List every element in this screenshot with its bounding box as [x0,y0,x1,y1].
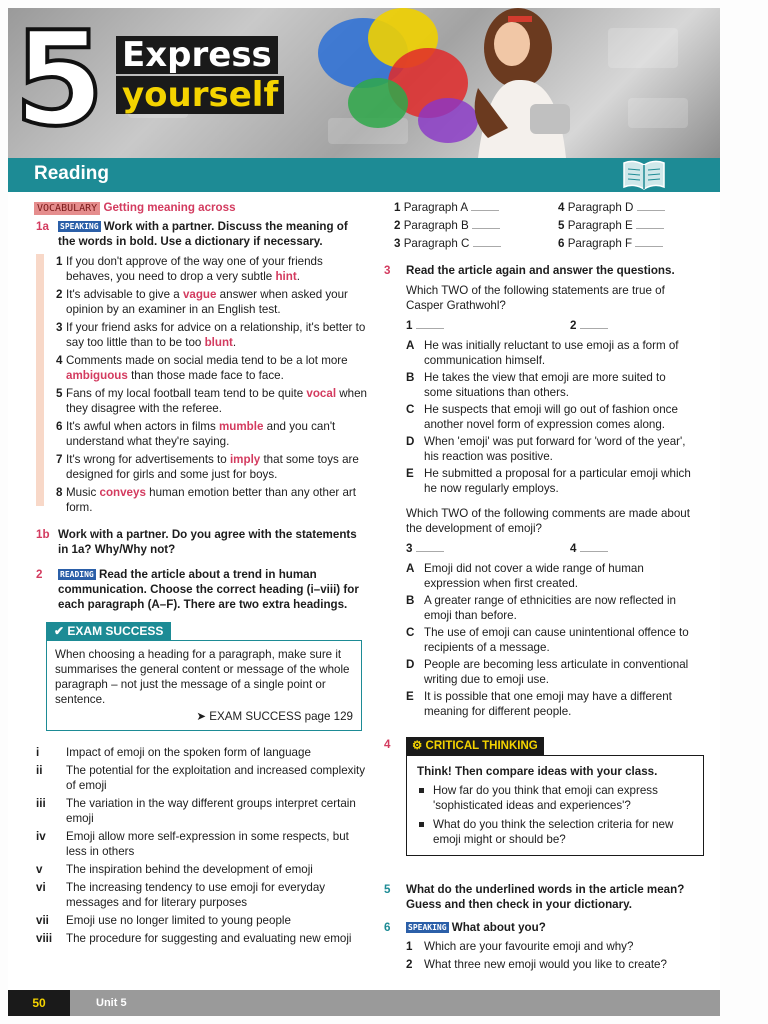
sentence-text: Comments made on social media tend to be a lot more [66,354,348,367]
critical-thinking-label: ⚙ CRITICAL THINKING [406,737,544,756]
answer-blank[interactable] [580,328,608,329]
section-bar [8,158,720,192]
paragraph-label: Paragraph C [403,237,470,250]
option-text: He was initially reluctant to use emoji as a form of communication himself. [424,339,679,367]
option-letter: B [406,371,415,384]
item-number: 1 [56,255,63,268]
sentence-text: Music [66,486,100,499]
sentence-text: If you don't approve of the way one of your friends behaves, you need to drop a very subtle [66,255,323,283]
bold-word: imply [229,453,261,466]
roman-numeral: i [36,746,40,759]
paragraph-answer [558,200,698,215]
q3-intro-2: Which TWO of the following comments are made about the development of emoji? [406,507,690,535]
answer-option [406,370,694,400]
sentence-text: that some toys are designed for girls and some just for boys. [66,453,359,481]
answer-blank[interactable] [580,551,608,552]
speaking-question [406,939,694,954]
sentence-text: than those made face to face. [127,369,284,382]
sentence-text: answer when asked your opinion by an examiner in an English test. [66,288,348,316]
answer-blank[interactable] [473,246,501,247]
answer-option [406,402,694,432]
vocab-sentence [36,452,368,482]
roman-numeral: viii [36,932,53,945]
option-text: He suspects that emoji will go out of fashion once another novel form of expression comes along. [424,403,678,431]
paragraph-answer [558,236,698,251]
unit-title-line2: yourself [116,76,284,114]
answer-blank[interactable] [636,228,664,229]
exam-success-label: ✔ EXAM SUCCESS [46,622,171,641]
item-number: 7 [56,453,63,466]
option-letter: E [406,467,414,480]
speaking-tag: SPEAKING [60,222,99,231]
reading-tag: READING [60,570,94,579]
roman-numeral: iv [36,830,46,843]
sentence-text: . [232,336,237,349]
sentence-text: It's wrong for advertisements to [66,453,230,466]
answer-option [406,466,694,496]
question-1b: 1b Work with a partner. Do you agree with the statements in 1a? Why/Why not? [36,528,357,556]
paragraph-label: Paragraph A [403,201,468,214]
paragraph-answer [558,218,698,233]
option-letter: A [406,339,415,352]
item-number: 5 [56,387,63,400]
option-text: People are becoming less articulate in conventional writing due to emoji use. [424,658,689,686]
unit-title-line1: Express [116,36,278,74]
roman-numeral: v [36,863,43,876]
bold-word: ambiguous [66,369,128,382]
option-letter: D [406,435,415,448]
sentence-text: It's awful when actors in films [66,420,219,433]
girl-photo [448,8,598,158]
bold-word: vague [182,288,217,301]
page-number: 50 [8,990,70,1016]
heading-text: The variation in the way different groups interpret certain emoji [66,797,356,825]
book-icon [620,159,668,191]
critical-thinking-bullet [417,817,693,847]
paragraph-number: 2 [394,219,401,232]
paragraph-answers [394,200,694,251]
exam-success-text: When choosing a heading for a paragraph, make sure it summarises the general content or message of the whole paragraph – not just the message of a single point or sentence. [55,648,350,706]
bold-word: mumble [218,420,264,433]
speaking-question [406,957,694,972]
roman-numeral: iii [36,797,46,810]
answer-option [406,561,694,591]
item-number: 3 [56,321,63,334]
q3-options-1 [406,338,694,496]
heading-option [36,931,368,946]
answer-blank[interactable] [635,246,663,247]
headings-list [36,745,368,946]
heading-text: The potential for the exploitation and increased complexity of emoji [66,764,366,792]
paragraph-label: Paragraph D [567,201,634,214]
bullet-text: How far do you think that emoji can express 'sophisticated ideas and experiences'? [433,784,658,812]
answer-option [406,689,694,719]
answer-blank[interactable] [472,228,500,229]
option-letter: E [406,690,414,703]
option-text: It is possible that one emoji may have a different meaning for different people. [424,690,672,718]
heading-text: Emoji use no longer limited to young people [66,914,291,927]
paragraph-number: 5 [558,219,565,232]
paragraph-label: Paragraph F [567,237,633,250]
paragraph-label: Paragraph E [567,219,633,232]
answer-option [406,625,694,655]
heading-option [36,829,368,859]
option-letter: C [406,626,415,639]
roman-numeral: vii [36,914,49,927]
option-text: Emoji did not cover a wide range of human expression when first created. [424,562,644,590]
textbook-page [8,8,720,1016]
option-letter: D [406,658,415,671]
bold-word: blunt [204,336,233,349]
heading-text: The inspiration behind the development of emoji [66,863,313,876]
answer-blank[interactable] [471,210,499,211]
paragraph-answer [394,218,558,233]
exam-success-box [46,622,362,731]
vocab-sentence [36,386,368,416]
sentence-text: If your friend asks for advice on a relationship, it's better to say too little than to be too [66,321,366,349]
vocab-sentences [36,254,368,515]
bold-word: conveys [99,486,146,499]
roman-numeral: vi [36,881,46,894]
critical-thinking-bullet [417,783,693,813]
question-1a: 1a SPEAKING Work with a partner. Discuss the meaning of the words in bold. Use a dictionary if necessary. [36,220,348,248]
page-footer [8,990,720,1016]
exam-success-link[interactable]: ➤ EXAM SUCCESS page 129 [196,710,353,723]
question-5: 5 What do the underlined words in the article mean? Guess and then check in your dictionary. [384,883,685,911]
option-text: A greater range of ethnicities are now reflected in emoji than before. [424,594,676,622]
paragraph-label: Paragraph B [403,219,469,232]
answer-blank[interactable] [416,551,444,552]
bold-word: vocal [306,387,337,400]
vocab-sentence [36,485,368,515]
answer-option [406,657,694,687]
question-text: What three new emoji would you like to create? [424,958,667,971]
answer-option [406,434,694,464]
sentence-text: and you can't understand what they're saying. [66,420,336,448]
heading-option [36,796,368,826]
item-number: 6 [56,420,63,433]
paragraph-number: 6 [558,237,565,250]
answer-option [406,338,694,368]
sentence-text: when they disagree with the referee. [66,387,367,415]
paragraph-number: 4 [558,201,565,214]
option-text: When 'emoji' was put forward for 'word of the year', his reaction was positive. [424,435,686,463]
q3-options-2 [406,561,694,719]
speaking-tag: SPEAKING [408,923,447,932]
heading-text: Emoji allow more self-expression in some respects, but less in others [66,830,349,858]
vocab-sentence [36,419,368,449]
question-text: Which are your favourite emoji and why? [424,940,634,953]
right-column [384,200,694,975]
vocab-heading: Getting meaning across [103,201,236,214]
option-letter: C [406,403,415,416]
option-text: He submitted a proposal for a particular emoji which he now regularly employs. [424,467,691,495]
vocab-sentence [36,353,368,383]
q3-answers-1: 1 2 [406,318,694,333]
gear-icon: ⚙ [412,740,423,752]
option-letter: B [406,594,415,607]
item-number: 4 [56,354,63,367]
bullet-text: What do you think the selection criteria for new emoji might or should be? [433,818,674,846]
heading-option [36,763,368,793]
paragraph-number: 3 [394,237,401,250]
sentence-text: It's advisable to give a [66,288,183,301]
q3-intro-1: Which TWO of the following statements are true of Casper Grathwohl? [406,284,665,312]
vocab-sentence [36,320,368,350]
vocabulary-tag: VOCABULARY [34,202,100,215]
question-4: 4 ⚙ CRITICAL THINKING Think! Then compare ideas with your class. How far do you think that emoji can express 'sophisticated ideas and experiences'? What do you think the selection criteria for new emoji might or should be? [384,737,694,856]
item-number: 8 [56,486,63,499]
option-letter: A [406,562,415,575]
footer-unit: Unit 5 [96,997,127,1009]
critical-thinking-heading: Think! Then compare ideas with your class. [417,765,658,778]
bullet-icon [419,788,424,793]
heading-text: The increasing tendency to use emoji for everyday messages and for literary purposes [66,881,326,909]
heading-option [36,745,368,760]
question-6: 6 SPEAKING What about you? [384,921,546,934]
heading-option [36,862,368,877]
unit-number: 5 [14,8,105,155]
option-text: He takes the view that emoji are more suited to some situations than others. [424,371,666,399]
option-text: The use of emoji can cause unintentional offence to recipients of a message. [424,626,689,654]
vocab-sentence [36,254,368,284]
critical-thinking-box [406,737,704,856]
vocab-sentence [36,287,368,317]
item-number: 1 [406,940,413,953]
sentence-text: Fans of my local football team tend to be quite [66,387,307,400]
answer-blank[interactable] [416,328,444,329]
paragraph-answer [394,236,558,251]
unit-title [116,36,284,114]
bullet-icon [419,822,424,827]
paragraph-answer [394,200,558,215]
section-title: Reading [34,163,109,184]
bold-word: hint [275,270,297,283]
heading-option [36,880,368,910]
answer-option [406,593,694,623]
sentence-text: . [296,270,300,283]
heading-text: Impact of emoji on the spoken form of language [66,746,311,759]
item-number: 2 [406,958,413,971]
paragraph-number: 1 [394,201,401,214]
roman-numeral: ii [36,764,43,777]
question-3: 3 Read the article again and answer the questions. [384,264,675,277]
q3-answers-2: 3 4 [406,541,694,556]
heading-option [36,913,368,928]
unit-banner [8,8,720,158]
question-2: 2 READING Read the article about a trend in human communication. Choose the correct heading (i–viii) for each paragraph (A–F). There are two extra headings. [36,568,359,611]
answer-blank[interactable] [637,210,665,211]
left-column [36,200,368,949]
item-number: 2 [56,288,63,301]
sentence-text: human emotion better than any other art form. [66,486,357,514]
heading-text: The procedure for suggesting and evaluating new emoji [66,932,352,945]
